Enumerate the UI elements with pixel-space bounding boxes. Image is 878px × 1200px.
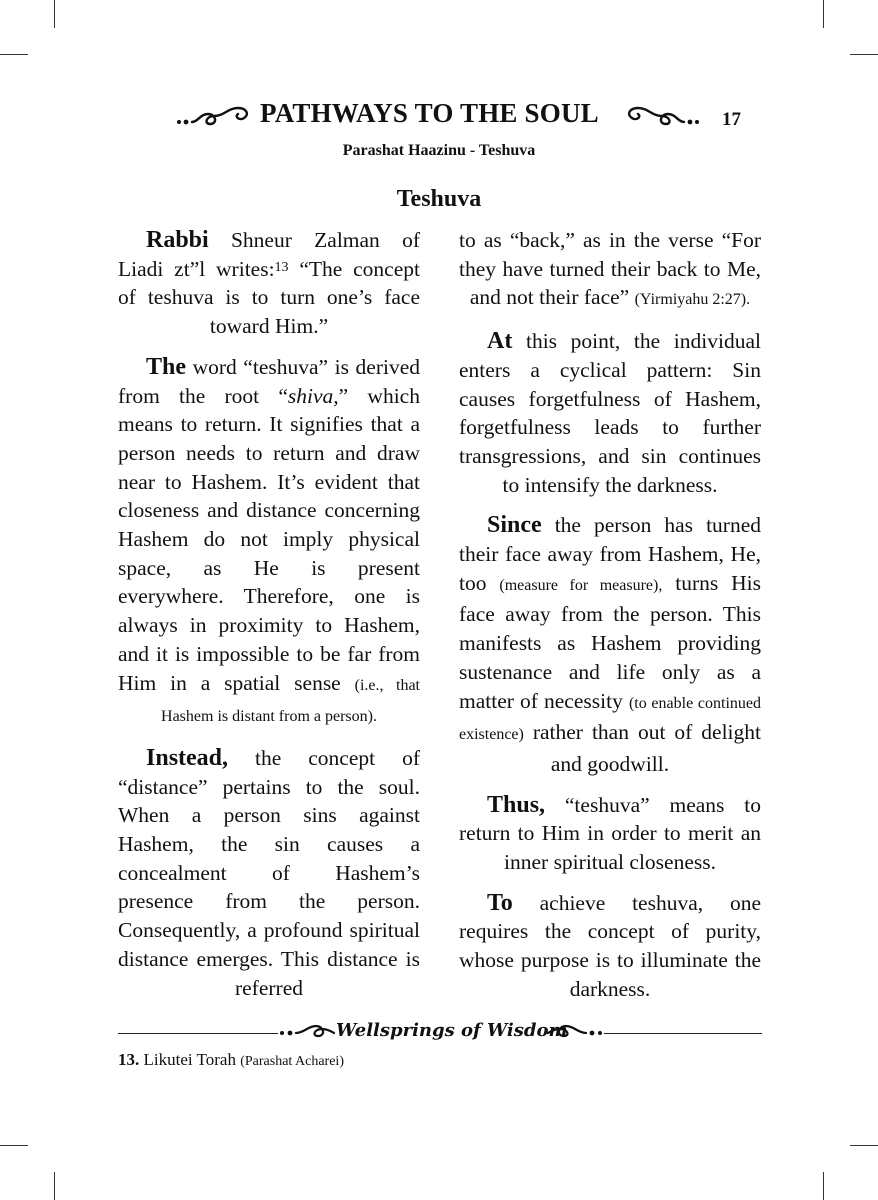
footnote-source: (Parashat Acharei) — [240, 1054, 344, 1069]
paragraph-text: “teshuva” means to return to Him in order to merit an inner spiritual closeness. — [459, 792, 761, 875]
paragraph-text: rather than out of delight and goodwill. — [523, 720, 761, 776]
paragraph — [118, 353, 420, 732]
lead-word: Since — [487, 512, 542, 539]
crop-mark — [54, 0, 55, 28]
paragraph-text: ” which means to return. It signifies that a person needs to return and draw near to Hashem. It’s evident that closeness and distance concerning Hashem do not imply physical space, as He is present everywhere. Therefore, one is always in proximity to Hashem, and it is impossible to be far from Him in a spatial sense — [118, 383, 420, 695]
footnote — [118, 1050, 344, 1070]
parenthetical: (to enable continued existence) — [459, 694, 761, 744]
paragraph — [459, 511, 761, 778]
lead-word: Rabbi — [146, 227, 209, 253]
lead-word: At — [487, 328, 513, 355]
paragraph-text: to as “back,” as in the verse “For they have turned their back to Me, and not their face” — [459, 228, 761, 310]
paragraph-text: this point, the individual enters a cyclical pattern: Sin causes forgetfulness of Hashem, forgetfulness leads to further transgressions, and sin continues to intensify the darkness. — [459, 329, 761, 497]
paragraph — [118, 226, 420, 341]
running-header — [118, 98, 762, 138]
italic-term: shiva, — [287, 383, 339, 408]
paragraph-text: word “teshuva” is derived from the root “ — [118, 354, 420, 408]
footer-rule-label: Wellsprings of Wisdom — [336, 1020, 568, 1041]
paragraph — [459, 791, 761, 877]
paragraph-text: the person has turned their face away from Hashem, He, too — [459, 513, 761, 595]
footnote-ref[interactable]: 13 — [274, 259, 289, 275]
paragraph-text: turns His face away from the person. This manifests as Hashem providing sustenance and life only as a matter of necessity — [459, 570, 761, 713]
lead-word: To — [487, 889, 513, 916]
crop-mark — [54, 1172, 55, 1200]
right-column — [459, 226, 761, 1016]
paragraph-text: the concept of “distance” pertains to the soul. When a person sins against Hashem, the sin causes a concealment of Hashem’s presence from the person. Consequently, a profound spiritual distance emerges. This distance is referred — [118, 745, 420, 1000]
small-flourish-left-icon — [278, 1020, 336, 1046]
crop-mark — [0, 54, 28, 55]
paragraph-text: “The concept of teshuva is to turn one’s face toward Him.” — [118, 256, 420, 339]
paragraph — [459, 226, 761, 315]
divider-line — [604, 1033, 762, 1034]
paragraph — [118, 744, 420, 1002]
section-title: Teshuva — [396, 186, 482, 212]
footnote-number: 13. — [118, 1050, 140, 1069]
footnote-text: Likutei Torah — [139, 1050, 241, 1069]
paragraph — [459, 327, 761, 499]
parenthetical: (i.e., that Hashem is distant from a person). — [161, 676, 420, 726]
paragraph-text: achieve teshuva, one requires the concept of purity, whose purpose is to illuminate the darkness. — [459, 890, 761, 1001]
crop-mark — [850, 54, 878, 55]
small-flourish-right-icon — [546, 1020, 604, 1046]
running-header-title: PATHWAYS TO THE SOUL — [260, 98, 599, 128]
divider-line — [118, 1033, 278, 1034]
scroll-flourish-left-icon — [176, 104, 254, 128]
footer-divider — [118, 1020, 762, 1046]
paragraph-text: Shneur Zalman of Liadi zt”l writes: — [118, 228, 420, 281]
crop-mark — [823, 1172, 824, 1200]
paragraph — [459, 889, 761, 1004]
scroll-flourish-right-icon — [622, 104, 700, 128]
lead-word: Instead, — [146, 744, 229, 771]
crop-mark — [823, 0, 824, 28]
verse-citation: (Yirmiyahu 2:27). — [634, 291, 751, 309]
left-column — [118, 226, 420, 1014]
parenthetical: (measure for measure), — [499, 576, 663, 594]
crop-mark — [850, 1145, 878, 1146]
lead-word: Thus, — [487, 791, 546, 818]
crop-mark — [0, 1145, 28, 1146]
parasha-subtitle: Parashat Haazinu - Teshuva — [342, 142, 536, 159]
lead-word: The — [146, 353, 187, 380]
page-number: 17 — [722, 109, 741, 130]
